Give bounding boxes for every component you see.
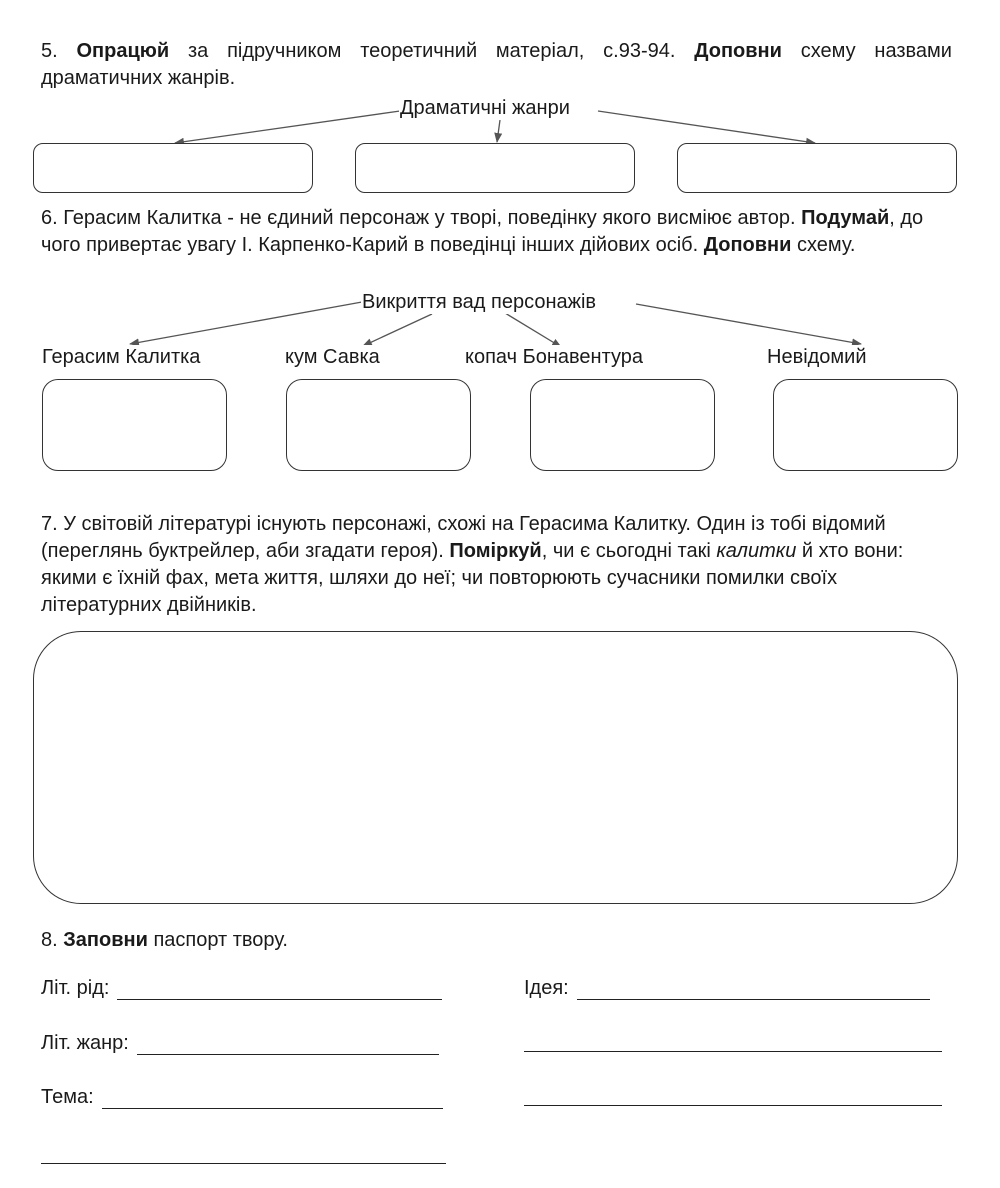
arrow-genre-2: [497, 120, 500, 142]
arrow-genre-1: [175, 111, 400, 143]
task-7-text-1: 7. У світовій літературі існують персонажі, схожі на Герасима Калитку. Один із тобі відомий (переглянь буктрейлер, аби згадати героя).: [41, 513, 886, 562]
arrow-character-4: [636, 304, 861, 344]
character-box-3[interactable]: [530, 379, 715, 471]
task-6-text-2: , до чого привертає увагу І. Карпенко-Карий в поведінці інших дійових осіб.: [41, 207, 924, 256]
field-tema: [41, 1085, 443, 1109]
task-5-text-2: схему назвами драматичних жанрів.: [41, 40, 952, 89]
task-6-text-1: 6. Герасим Калитка - не єдиний персонаж у творі, поведінку якого висміює автор.: [41, 207, 796, 229]
task-6-bold-think: Подумай: [801, 207, 890, 229]
field-lit-rid-label: Літ. рід:: [41, 977, 110, 999]
task-7-text-2: , чи є сьогодні такі: [541, 540, 711, 562]
field-tema-continued: [41, 1143, 446, 1164]
vices-diagram-title: Викриття вад персонажів: [362, 291, 597, 313]
task-5-bold-process: Опрацюй: [76, 40, 170, 62]
field-lit-zhanr-label: Літ. жанр:: [41, 1032, 129, 1054]
field-tema-line[interactable]: [102, 1088, 443, 1109]
field-lit-zhanr: [41, 1031, 439, 1055]
field-ideia-continued-1: [524, 1031, 942, 1052]
answer-box[interactable]: [33, 631, 958, 904]
field-ideia-line[interactable]: [577, 979, 930, 1000]
arrow-character-3: [505, 313, 561, 347]
task-8-text: [41, 927, 288, 954]
task-5-text-1: за підручником теоретичний матеріал, с.93-94.: [187, 40, 676, 62]
character-label-1: Герасим Калитка: [42, 346, 201, 368]
field-lit-zhanr-line[interactable]: [137, 1034, 439, 1055]
field-lit-rid-line[interactable]: [117, 979, 442, 1000]
task-7-text: [41, 511, 961, 619]
genre-box-2[interactable]: [355, 143, 635, 193]
task-8-number: 8.: [41, 929, 58, 951]
task-8-bold-fill: Заповни: [63, 929, 148, 951]
genre-box-3[interactable]: [677, 143, 957, 193]
task-5-bold-complete: Доповни: [694, 40, 782, 62]
character-label-2: кум Савка: [285, 346, 380, 368]
genres-diagram-title: Драматичні жанри: [400, 97, 570, 119]
genre-box-1[interactable]: [33, 143, 313, 193]
arrow-character-1: [130, 302, 362, 344]
task-7-bold-reflect: Поміркуй: [449, 540, 542, 562]
task-6-text: [41, 205, 941, 259]
task-6-text-3: схему.: [796, 234, 856, 256]
field-ideia: [524, 976, 930, 1000]
character-box-4[interactable]: [773, 379, 958, 471]
field-lit-rid: [41, 976, 442, 1000]
task-6-bold-complete: Доповни: [703, 234, 792, 256]
task-5-number: 5.: [41, 40, 58, 62]
field-tema-line-2[interactable]: [41, 1143, 446, 1164]
character-label-3: копач Бонавентура: [465, 346, 643, 368]
task-8-text-1: паспорт твору.: [153, 929, 288, 951]
field-ideia-line-3[interactable]: [524, 1085, 942, 1106]
field-ideia-continued-2: [524, 1085, 942, 1106]
field-ideia-line-2[interactable]: [524, 1031, 942, 1052]
arrow-character-2: [363, 314, 432, 346]
task-7-text-3: й хто вони: якими є їхній фах, мета життя, шляхи до неї; чи повторюють сучасники помилки своїх літературних двійників.: [41, 540, 904, 616]
field-tema-label: Тема:: [41, 1086, 94, 1108]
task-5-text: [41, 38, 952, 92]
arrow-genre-3: [598, 111, 815, 143]
task-7-italic-kalytky: калитки: [716, 540, 797, 562]
field-ideia-label: Ідея:: [524, 977, 569, 999]
character-box-1[interactable]: [42, 379, 227, 471]
character-label-4: Невідомий: [767, 346, 867, 368]
character-box-2[interactable]: [286, 379, 471, 471]
